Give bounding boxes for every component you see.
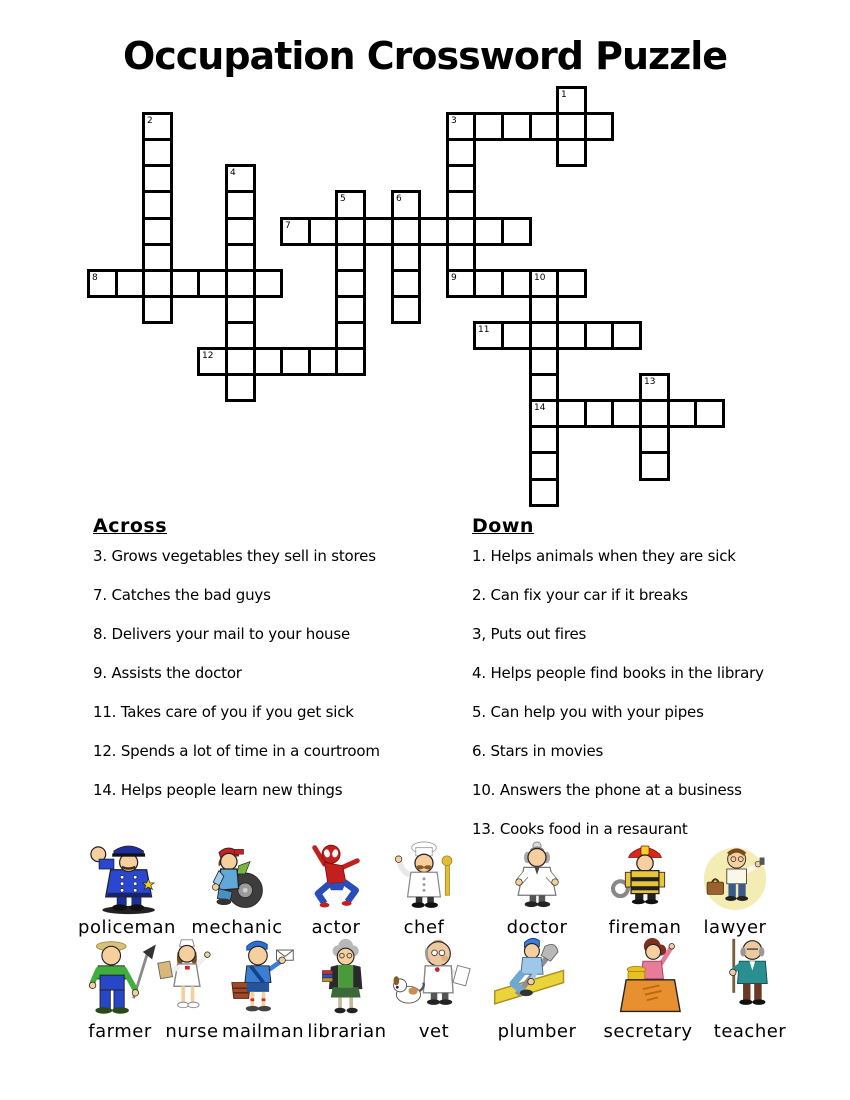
grid-cell-number: 1 bbox=[561, 90, 567, 100]
grid-cell[interactable] bbox=[529, 295, 559, 324]
lawyer-image bbox=[694, 841, 776, 915]
down-clue: 5. Can help you with your pipes bbox=[472, 703, 704, 721]
grid-cell[interactable] bbox=[197, 269, 228, 298]
grid-cell[interactable] bbox=[584, 112, 614, 141]
occupation-item-policeman bbox=[72, 841, 182, 938]
grid-cell[interactable] bbox=[473, 269, 504, 298]
occupation-item-vet bbox=[379, 935, 489, 1042]
occupation-label: mechanic bbox=[191, 917, 283, 938]
occupation-label: chef bbox=[403, 917, 445, 938]
grid-cell[interactable] bbox=[418, 217, 449, 246]
grid-cell[interactable] bbox=[556, 112, 587, 141]
down-clue: 4. Helps people find books in the library bbox=[472, 664, 764, 682]
teacher-image bbox=[704, 935, 797, 1019]
grid-cell-number: 4 bbox=[230, 168, 236, 178]
page-title: Occupation Crossword Puzzle bbox=[122, 34, 728, 78]
occupation-label: secretary bbox=[603, 1021, 693, 1042]
grid-cell[interactable] bbox=[225, 190, 256, 220]
doctor-image bbox=[496, 841, 578, 915]
down-clue: 6. Stars in movies bbox=[472, 742, 604, 760]
grid-cell[interactable] bbox=[335, 217, 366, 246]
occupation-label: plumber bbox=[497, 1021, 577, 1042]
grid-cell[interactable] bbox=[446, 217, 476, 246]
grid-cell[interactable] bbox=[142, 217, 173, 246]
mechanic-image bbox=[196, 841, 278, 915]
grid-cell-number: 9 bbox=[451, 273, 457, 283]
across-heading: Across bbox=[93, 515, 168, 537]
grid-cell[interactable] bbox=[611, 399, 642, 428]
occupation-label: fireman bbox=[608, 917, 682, 938]
grid-cell-number: 8 bbox=[92, 273, 98, 283]
occupation-item-secretary bbox=[593, 935, 703, 1042]
grid-cell[interactable] bbox=[142, 164, 173, 193]
grid-cell[interactable] bbox=[611, 321, 642, 350]
grid-cell[interactable] bbox=[501, 217, 532, 246]
occupation-label: actor bbox=[311, 917, 361, 938]
grid-cell[interactable] bbox=[391, 243, 421, 272]
down-clue: 2. Can fix your car if it breaks bbox=[472, 586, 688, 604]
grid-cell[interactable] bbox=[335, 321, 366, 350]
grid-cell[interactable] bbox=[391, 269, 421, 298]
vet-image bbox=[388, 935, 481, 1019]
across-clue: 11. Takes care of you if you get sick bbox=[93, 703, 354, 721]
chef-image bbox=[383, 841, 465, 915]
occupation-item-plumber bbox=[482, 935, 592, 1042]
grid-cell[interactable] bbox=[529, 451, 559, 481]
occupation-label: teacher bbox=[713, 1021, 787, 1042]
grid-cell[interactable] bbox=[335, 269, 366, 298]
grid-cell[interactable] bbox=[529, 425, 559, 454]
grid-cell[interactable] bbox=[473, 217, 504, 246]
grid-cell[interactable] bbox=[142, 243, 173, 272]
grid-cell-number: 11 bbox=[478, 325, 490, 335]
grid-cell[interactable] bbox=[225, 243, 256, 272]
grid-cell-number: 14 bbox=[534, 403, 546, 413]
grid-cell[interactable] bbox=[556, 138, 587, 167]
occupation-label: nurse bbox=[165, 1021, 219, 1042]
grid-cell[interactable] bbox=[446, 243, 476, 272]
grid-cell-number: 7 bbox=[285, 221, 291, 231]
grid-cell[interactable] bbox=[225, 321, 256, 350]
grid-cell[interactable] bbox=[142, 190, 173, 220]
grid-cell[interactable] bbox=[446, 138, 476, 167]
grid-cell[interactable] bbox=[253, 347, 283, 376]
grid-cell[interactable] bbox=[335, 243, 366, 272]
grid-cell[interactable] bbox=[253, 269, 283, 298]
grid-cell[interactable] bbox=[556, 321, 587, 350]
grid-cell[interactable] bbox=[225, 347, 256, 376]
occupation-label: mailman bbox=[221, 1021, 305, 1042]
grid-cell[interactable] bbox=[501, 269, 532, 298]
occupation-item-mechanic bbox=[182, 841, 292, 938]
across-clue: 14. Helps people learn new things bbox=[93, 781, 343, 799]
plumber-image bbox=[491, 935, 584, 1019]
grid-cell[interactable] bbox=[225, 295, 256, 324]
grid-cell-number: 3 bbox=[451, 116, 457, 126]
grid-cell[interactable] bbox=[639, 399, 670, 428]
actor-image bbox=[295, 841, 377, 915]
grid-cell[interactable] bbox=[501, 321, 532, 350]
grid-cell[interactable] bbox=[639, 425, 670, 454]
grid-cell[interactable] bbox=[446, 164, 476, 193]
grid-cell[interactable] bbox=[584, 321, 614, 350]
down-clue: 13. Cooks food in a resaurant bbox=[472, 820, 688, 838]
secretary-image bbox=[602, 935, 695, 1019]
grid-cell[interactable] bbox=[170, 269, 200, 298]
grid-cell[interactable] bbox=[529, 347, 559, 376]
grid-cell[interactable] bbox=[391, 217, 421, 246]
grid-cell[interactable] bbox=[142, 269, 173, 298]
grid-cell[interactable] bbox=[308, 347, 338, 376]
grid-cell[interactable] bbox=[142, 295, 173, 324]
down-clue: 10. Answers the phone at a business bbox=[472, 781, 742, 799]
grid-cell-number: 13 bbox=[644, 377, 656, 387]
down-clues-section bbox=[472, 515, 844, 860]
grid-cell[interactable] bbox=[363, 217, 394, 246]
down-clue: 1. Helps animals when they are sick bbox=[472, 547, 736, 565]
occupation-label: librarian bbox=[307, 1021, 387, 1042]
grid-cell[interactable] bbox=[280, 347, 311, 376]
grid-cell[interactable] bbox=[446, 190, 476, 220]
down-heading: Down bbox=[472, 515, 534, 537]
occupation-label: policeman bbox=[78, 917, 176, 938]
grid-cell-number: 2 bbox=[147, 116, 153, 126]
occupation-item-lawyer bbox=[680, 841, 790, 938]
grid-cell[interactable] bbox=[694, 399, 725, 428]
grid-cell[interactable] bbox=[335, 347, 366, 376]
occupation-item-chef bbox=[369, 841, 479, 938]
grid-cell[interactable] bbox=[584, 399, 614, 428]
occupation-label: vet bbox=[418, 1021, 450, 1042]
grid-cell[interactable] bbox=[529, 478, 559, 507]
down-clue: 3, Puts out fires bbox=[472, 625, 587, 643]
occupation-item-teacher bbox=[695, 935, 805, 1042]
grid-cell-number: 6 bbox=[396, 194, 402, 204]
across-clue: 3. Grows vegetables they sell in stores bbox=[93, 547, 376, 565]
grid-cell-number: 12 bbox=[202, 351, 214, 361]
grid-cell[interactable] bbox=[308, 217, 338, 246]
across-clue: 8. Delivers your mail to your house bbox=[93, 625, 351, 643]
grid-cell[interactable] bbox=[335, 295, 366, 324]
grid-cell[interactable] bbox=[667, 399, 697, 428]
grid-cell-number: 5 bbox=[340, 194, 346, 204]
grid-cell[interactable] bbox=[501, 112, 532, 141]
grid-cell[interactable] bbox=[529, 112, 559, 141]
grid-cell-number: 10 bbox=[534, 273, 546, 283]
grid-cell[interactable] bbox=[556, 399, 587, 428]
across-clue: 7. Catches the bad guys bbox=[93, 586, 271, 604]
grid-cell[interactable] bbox=[225, 217, 256, 246]
grid-cell[interactable] bbox=[473, 112, 504, 141]
grid-cell[interactable] bbox=[529, 321, 559, 350]
occupation-label: doctor bbox=[506, 917, 568, 938]
grid-cell[interactable] bbox=[225, 269, 256, 298]
across-clue: 12. Spends a lot of time in a courtroom bbox=[93, 742, 380, 760]
across-clue: 9. Assists the doctor bbox=[93, 664, 242, 682]
occupation-label: farmer bbox=[88, 1021, 152, 1042]
grid-cell[interactable] bbox=[142, 138, 173, 167]
grid-cell[interactable] bbox=[529, 373, 559, 402]
across-clues-section bbox=[93, 515, 465, 821]
grid-cell[interactable] bbox=[639, 451, 670, 481]
occupation-item-doctor bbox=[482, 841, 592, 938]
fireman-image bbox=[604, 841, 686, 915]
grid-cell[interactable] bbox=[115, 269, 145, 298]
policeman-image bbox=[86, 841, 168, 915]
grid-cell[interactable] bbox=[556, 269, 587, 298]
grid-cell[interactable] bbox=[391, 295, 421, 324]
grid-cell[interactable] bbox=[225, 373, 256, 402]
occupation-label: lawyer bbox=[703, 917, 767, 938]
